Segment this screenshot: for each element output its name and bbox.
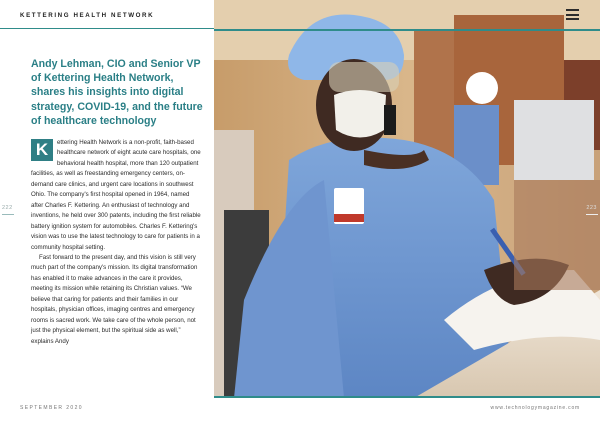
feature-photo [214, 0, 600, 398]
page-number-right: 223 [586, 205, 597, 211]
drop-cap: K [31, 139, 53, 161]
page-number-left: 222 [2, 205, 13, 211]
header-bar [0, 0, 214, 29]
header-rule [214, 29, 600, 31]
page-tick-left [2, 214, 14, 215]
article-paragraph-1: ettering Health Network is a non-profit, faith-based healthcare network of eight acute care hospitals, one behavioral health hospital, more than 120 outpatient facilities, as well as freestanding emergency centers, on-demand care clinics, and urgent care locations in southwest Ohio. The company's first hospital opened in 1964, named after Charles F. Kettering. An enthusiast of technology and inventions, he held over 300 patents, including the first reliable battery ignition system for automobiles. Charles F. Kettering's vision was to use the latest technology to care for patients in a community hospital setting. [31, 139, 201, 251]
footer-date: SEPTEMBER 2020 [20, 405, 83, 411]
photo-bottom-rule [214, 396, 600, 398]
page-tick-right [586, 214, 598, 215]
left-page [0, 0, 214, 424]
menu-icon[interactable] [566, 9, 579, 20]
headline: Andy Lehman, CIO and Senior VP of Kettering Health Network, shares his insights into digital strategy, COVID-19, and the future of healthcare technology [31, 58, 203, 127]
article-paragraph-2: Fast forward to the present day, and this vision is still very much part of the company's mission. Its digital transformation has enabled it to make advances in the care it provides, meeting its mission while retaining its Christian values. “We believe that caring for patients and their families in our hospitals, physician offices, imaging centres and emergency rooms is sacred work. We take care of the whole person, not just the physical element, but the spiritual side as well,” explains Andy [31, 253, 198, 345]
footer-website[interactable]: www.technologymagazine.com [490, 405, 580, 411]
article-body [31, 138, 202, 347]
publication-name: KETTERING HEALTH NETWORK [20, 12, 155, 19]
